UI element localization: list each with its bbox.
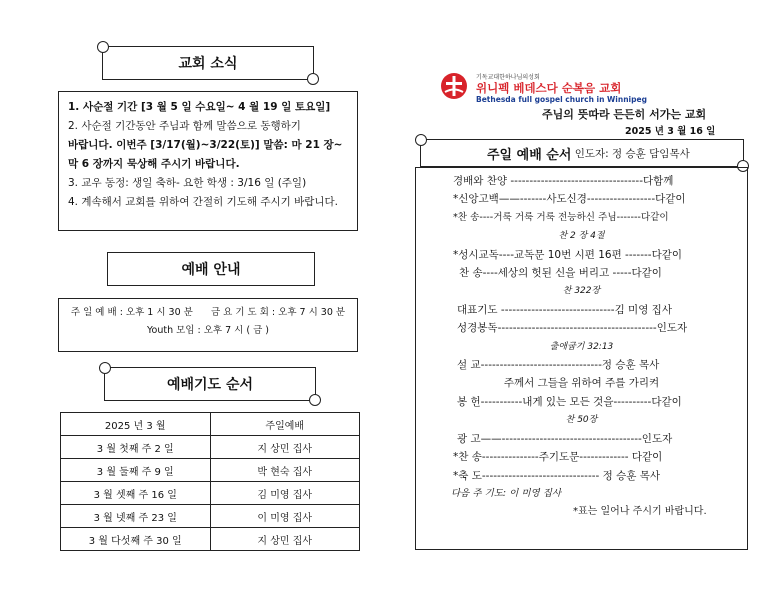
table-header-row	[61, 413, 360, 436]
order-title: 주일 예배 순서	[487, 147, 572, 163]
table-cell: 3 월 넷째 주 23 일	[61, 505, 211, 528]
order-item: *신앙고백——-------사도신경------------------다같이	[453, 193, 686, 206]
church-logo-icon	[440, 72, 468, 100]
order-hymn-ref: 찬 2 장 4절	[558, 231, 605, 242]
table-cell: 3 월 첫째 주 2 일	[61, 436, 211, 459]
order-item: 대표기도 ------------------------------김 미영 집사	[457, 303, 672, 316]
order-item: 성경봉독------------------------------------------인도자	[457, 322, 688, 335]
news-item: 3. 교우 동정: 생일 축하- 요한 학생 : 3/16 일 (주일)	[68, 177, 307, 189]
table-cell: 3 월 셋째 주 16 일	[61, 482, 211, 505]
logo-denomination: 기독교대한하나님의성회	[476, 74, 540, 81]
table-cell: 지 상민 집사	[210, 528, 360, 551]
news-item: 2. 사순절 기간동안 주님과 함께 말씀으로 동행하기	[68, 120, 301, 132]
worship-order-list	[415, 172, 748, 522]
order-hymn-ref: 찬 50장	[565, 415, 598, 426]
table-row	[61, 482, 360, 505]
news-list	[68, 98, 343, 212]
order-hymn-ref: 찬 322장	[562, 286, 601, 297]
table-row	[61, 505, 360, 528]
table-cell: 김 미영 집사	[210, 482, 360, 505]
prayer-title: 예배기도 순서	[166, 377, 254, 393]
news-title: 교회 소식	[178, 56, 238, 72]
service-line-1: 주 일 예 배 : 오후 1 시 30 분 금 요 기 도 회 : 오후 7 시 30 분	[70, 307, 346, 318]
logo-church-name: 위니펙 베데스다 순복음 교회	[476, 81, 622, 95]
bulletin-date: 2025 년 3 월 16 일	[625, 126, 716, 137]
order-title-banner	[420, 139, 744, 167]
service-line-2: Youth 모임 : 오후 7 시 ( 금 )	[147, 325, 269, 336]
next-week-prayer: 다음 주 기도: 이 미영 집사	[451, 487, 562, 499]
prayer-title-banner	[104, 367, 316, 401]
standing-note: *표는 일어나 주시기 바랍니다.	[573, 506, 707, 518]
table-row	[61, 436, 360, 459]
news-item: 4. 계속해서 교회를 위하여 간절히 기도해 주시기 바랍니다.	[68, 196, 339, 208]
order-item: 광 고——-------------------------------------인도자	[457, 432, 673, 445]
table-cell: 3 월 둘째 주 9 일	[61, 459, 211, 482]
order-item: *찬 송----거룩 거룩 거룩 전능하신 주님-------다같이	[453, 211, 669, 223]
prayer-table	[60, 412, 360, 551]
news-item: 막 6 장까지 묵상해 주시기 바랍니다.	[68, 158, 240, 170]
table-cell: 박 현숙 집사	[210, 459, 360, 482]
service-title-box	[107, 252, 315, 286]
table-row	[61, 528, 360, 551]
order-item: 경배와 찬양 -----------------------------------다함께	[453, 175, 674, 187]
order-leader: 인도자: 정 승훈 담임목사	[571, 147, 690, 160]
logo-church-english: Bethesda full gospel church in Winnipeg	[476, 95, 647, 104]
news-title-banner	[102, 46, 314, 80]
table-cell: 이 미영 집사	[210, 505, 360, 528]
church-motto: 주님의 뜻따라 든든히 서가는 교회	[542, 108, 707, 121]
news-item: 1. 사순절 기간 [3 월 5 일 수요일~ 4 월 19 일 토요일]	[68, 101, 331, 113]
order-item: *찬 송---------------주기도문------------- 다같이	[453, 451, 663, 464]
order-scripture-ref: 출애굽기 32:13	[549, 341, 614, 352]
table-header-cell: 주일예배	[210, 413, 360, 436]
table-cell: 3 월 다섯째 주 30 일	[61, 528, 211, 551]
order-item: *성시교독----교독문 10번 시편 16편 -------다같이	[453, 248, 683, 261]
service-title: 예배 안내	[181, 262, 241, 278]
order-sermon-title: 주께서 그들을 위하여 주를 가리켜	[503, 377, 660, 390]
order-item: 찬 송----세상의 헛된 신을 버리고 -----다같이	[459, 267, 662, 280]
order-item: *축 도------------------------------- 정 승훈 목사	[453, 469, 661, 482]
order-item: 봉 헌-----------내게 있는 모든 것을----------다같이	[457, 395, 682, 408]
order-item: 설 교--------------------------------정 승훈 목사	[457, 359, 660, 372]
table-cell: 지 상민 집사	[210, 436, 360, 459]
news-item: 바랍니다. 이번주 [3/17(월)~3/22(토)] 말씀: 마 21 장~	[68, 139, 343, 151]
table-header-cell: 2025 년 3 월	[61, 413, 211, 436]
table-row	[61, 459, 360, 482]
